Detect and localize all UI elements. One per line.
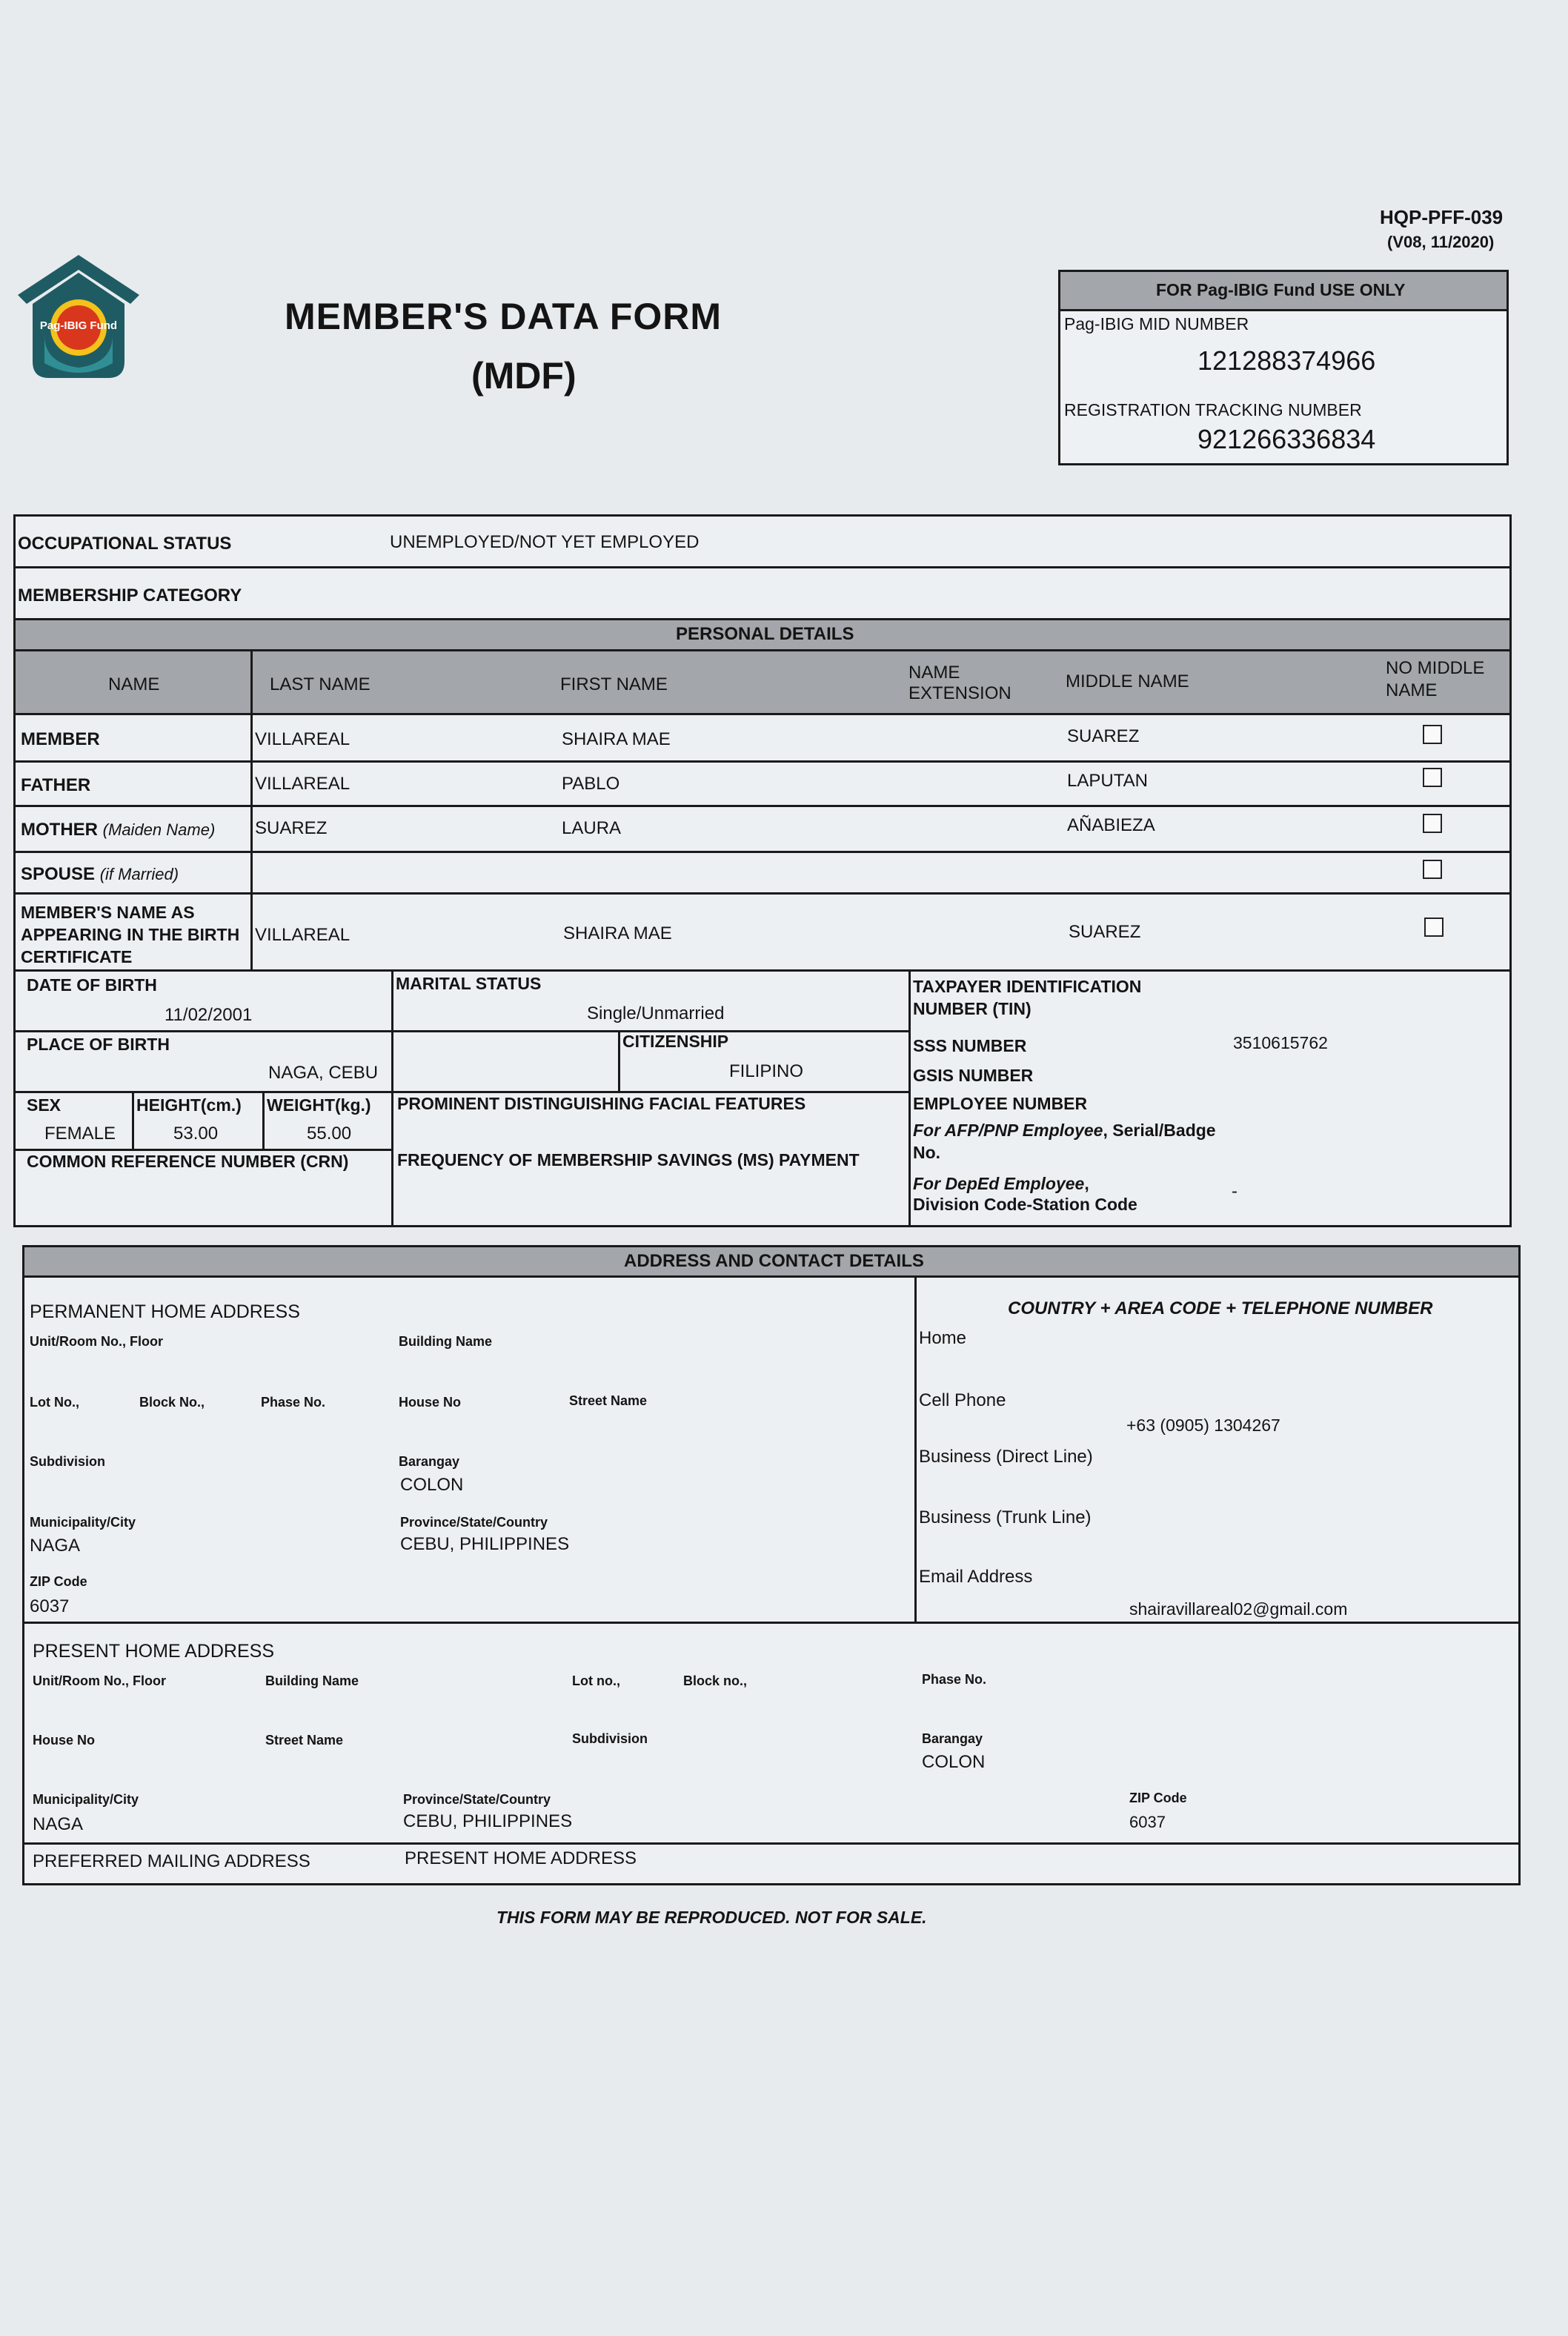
mother-first-name: LAURA — [562, 818, 622, 838]
weight-label: WEIGHT(kg.) — [267, 1095, 371, 1115]
deped-line — [913, 1174, 1089, 1194]
permanent-address-title: PERMANENT HOME ADDRESS — [30, 1301, 300, 1322]
form-code: HQP-PFF-039 — [1380, 206, 1504, 228]
perm-subdivision-label: Subdivision — [30, 1454, 106, 1469]
mother-no-middle-checkbox[interactable] — [1423, 814, 1442, 833]
business-trunk-label: Business (Trunk Line) — [919, 1507, 1092, 1527]
perm-building-label: Building Name — [399, 1334, 493, 1349]
birthcert-middle-name: SUAREZ — [1069, 922, 1141, 942]
tin-label-1: TAXPAYER IDENTIFICATION — [913, 977, 1142, 996]
birthcert-last-name: VILLAREAL — [255, 925, 351, 945]
form-version: (V08, 11/2020) — [1387, 233, 1495, 251]
afp-pnp-suffix: , Serial/Badge — [1103, 1121, 1216, 1140]
tin-label-2: NUMBER (TIN) — [913, 999, 1032, 1018]
pres-house-label: House No — [33, 1733, 96, 1748]
perm-municipality-value: NAGA — [30, 1536, 81, 1556]
marital-status-value: Single/Unmarried — [587, 1003, 725, 1023]
crn-label: COMMON REFERENCE NUMBER (CRN) — [27, 1152, 349, 1171]
facial-features-label: PROMINENT DISTINGUISHING FACIAL FEATURES — [397, 1094, 806, 1113]
sex-value: FEMALE — [44, 1124, 116, 1144]
present-address-title: PRESENT HOME ADDRESS — [33, 1641, 275, 1662]
home-phone-label: Home — [919, 1328, 967, 1348]
rtn-label: REGISTRATION TRACKING NUMBER — [1064, 400, 1362, 419]
pres-phase-label: Phase No. — [922, 1672, 987, 1687]
pres-street-label: Street Name — [265, 1733, 344, 1748]
col-name-extension-2: EXTENSION — [908, 683, 1011, 703]
col-middle-name: MIDDLE NAME — [1066, 671, 1189, 691]
birthcert-no-middle-checkbox[interactable] — [1424, 918, 1444, 937]
pres-municipality-label: Municipality/City — [33, 1792, 139, 1807]
sss-label: SSS NUMBER — [913, 1036, 1027, 1055]
afp-pnp-line — [913, 1121, 1216, 1141]
form-title: MEMBER'S DATA FORM — [285, 296, 722, 337]
col-no-middle-1: NO MIDDLE — [1386, 658, 1485, 678]
perm-phase-label: Phase No. — [261, 1395, 326, 1410]
spouse-label-note: (if Married) — [99, 865, 179, 883]
pagibig-logo — [15, 252, 142, 385]
email-label: Email Address — [919, 1567, 1033, 1587]
birthcert-label-1: MEMBER'S NAME AS — [21, 903, 195, 922]
deped-dash: - — [1232, 1181, 1238, 1201]
employee-number-label: EMPLOYEE NUMBER — [913, 1094, 1088, 1113]
col-first-name: FIRST NAME — [560, 674, 668, 694]
occupational-status-label: OCCUPATIONAL STATUS — [18, 534, 232, 554]
mailing-address-value: PRESENT HOME ADDRESS — [405, 1848, 637, 1868]
pres-block-label: Block no., — [683, 1673, 748, 1688]
member-no-middle-checkbox[interactable] — [1423, 725, 1442, 744]
pres-municipality-value: NAGA — [33, 1814, 84, 1834]
pres-barangay-value: COLON — [922, 1752, 986, 1772]
pres-zip-value: 6037 — [1129, 1813, 1166, 1831]
address-header: ADDRESS AND CONTACT DETAILS — [624, 1251, 924, 1271]
membership-category-label: MEMBERSHIP CATEGORY — [18, 585, 242, 605]
perm-province-label: Province/State/Country — [400, 1515, 548, 1530]
father-middle-name: LAPUTAN — [1067, 771, 1148, 791]
email-value: shairavillareal02@gmail.com — [1129, 1599, 1348, 1619]
dob-label: DATE OF BIRTH — [27, 975, 157, 995]
birthcert-label-3: CERTIFICATE — [21, 947, 133, 966]
perm-block-label: Block No., — [139, 1395, 205, 1410]
perm-house-label: House No — [399, 1395, 462, 1410]
perm-municipality-label: Municipality/City — [30, 1515, 136, 1530]
cell-phone-value: +63 (0905) 1304267 — [1126, 1416, 1280, 1435]
perm-street-label: Street Name — [569, 1393, 648, 1408]
afp-pnp-text: For AFP/PNP Employee — [913, 1121, 1103, 1140]
mother-middle-name: AÑABIEZA — [1067, 815, 1155, 835]
mother-label — [21, 820, 215, 840]
pres-zip-label: ZIP Code — [1129, 1791, 1187, 1805]
mother-label-text: MOTHER — [21, 820, 98, 840]
mother-label-note: (Maiden Name) — [102, 820, 216, 839]
rtn-value: 921266336834 — [1197, 424, 1376, 454]
pob-label: PLACE OF BIRTH — [27, 1035, 170, 1054]
pres-province-value: CEBU, PHILIPPINES — [403, 1811, 573, 1831]
mid-label: Pag-IBIG MID NUMBER — [1064, 314, 1249, 334]
perm-barangay-label: Barangay — [399, 1454, 460, 1469]
member-last-name: VILLAREAL — [255, 729, 351, 749]
perm-province-value: CEBU, PHILIPPINES — [400, 1534, 570, 1554]
father-first-name: PABLO — [562, 774, 620, 794]
birthcert-label-2: APPEARING IN THE BIRTH — [21, 925, 240, 944]
father-label: FATHER — [21, 775, 91, 795]
col-name: NAME — [108, 674, 160, 694]
deped-suffix: , — [1084, 1174, 1089, 1193]
office-use-header: FOR Pag-IBIG Fund USE ONLY — [1156, 280, 1406, 299]
perm-barangay-value: COLON — [400, 1475, 464, 1495]
mid-value: 121288374966 — [1197, 345, 1376, 376]
perm-lot-label: Lot No., — [30, 1395, 79, 1410]
member-first-name: SHAIRA MAE — [562, 729, 671, 749]
gsis-label: GSIS NUMBER — [913, 1066, 1034, 1085]
dob-value: 11/02/2001 — [165, 1005, 253, 1025]
deped-text: For DepEd Employee — [913, 1174, 1085, 1193]
address-contact-table — [22, 1245, 1521, 1885]
marital-status-label: MARITAL STATUS — [396, 974, 542, 993]
birthcert-first-name: SHAIRA MAE — [563, 923, 672, 943]
deped-division-code: Division Code-Station Code — [913, 1195, 1137, 1214]
pres-lot-label: Lot no., — [572, 1673, 620, 1688]
perm-zip-value: 6037 — [30, 1596, 70, 1616]
afp-pnp-no: No. — [913, 1143, 941, 1162]
col-no-middle-2: NAME — [1386, 680, 1438, 700]
height-label: HEIGHT(cm.) — [136, 1095, 242, 1115]
pres-building-label: Building Name — [265, 1673, 359, 1688]
father-no-middle-checkbox[interactable] — [1423, 768, 1442, 787]
logo-text: Pag-IBIG Fund — [39, 319, 118, 332]
member-label: MEMBER — [21, 729, 100, 749]
business-direct-label: Business (Direct Line) — [919, 1447, 1093, 1467]
mother-last-name: SUAREZ — [255, 818, 328, 838]
spouse-label — [21, 864, 179, 885]
logo-house-icon — [15, 252, 142, 385]
citizenship-value: FILIPINO — [729, 1061, 804, 1081]
pob-value: NAGA, CEBU — [268, 1063, 379, 1083]
mailing-address-label: PREFERRED MAILING ADDRESS — [33, 1851, 310, 1871]
ms-frequency-label: FREQUENCY OF MEMBERSHIP SAVINGS (MS) PAYMENT — [397, 1150, 860, 1169]
cell-phone-label: Cell Phone — [919, 1390, 1006, 1410]
col-last-name: LAST NAME — [270, 674, 371, 694]
occupational-status-value: UNEMPLOYED/NOT YET EMPLOYED — [390, 532, 700, 552]
pres-province-label: Province/State/Country — [403, 1792, 551, 1807]
contact-header: COUNTRY + AREA CODE + TELEPHONE NUMBER — [1008, 1298, 1433, 1318]
citizenship-label: CITIZENSHIP — [622, 1032, 729, 1051]
footer-note: THIS FORM MAY BE REPRODUCED. NOT FOR SALE. — [496, 1908, 927, 1927]
col-name-extension-1: NAME — [908, 663, 960, 683]
sss-value: 3510615762 — [1233, 1033, 1328, 1052]
pres-barangay-label: Barangay — [922, 1731, 983, 1746]
pres-subdivision-label: Subdivision — [572, 1731, 648, 1746]
spouse-label-text: SPOUSE — [21, 864, 96, 884]
perm-zip-label: ZIP Code — [30, 1574, 87, 1589]
spouse-no-middle-checkbox[interactable] — [1423, 860, 1442, 879]
father-last-name: VILLAREAL — [255, 774, 351, 794]
weight-value: 55.00 — [307, 1124, 352, 1144]
sex-label: SEX — [27, 1095, 62, 1115]
perm-unit-label: Unit/Room No., Floor — [30, 1334, 163, 1349]
height-value: 53.00 — [173, 1124, 219, 1144]
pres-unit-label: Unit/Room No., Floor — [33, 1673, 166, 1688]
form-title-abbrev: (MDF) — [471, 355, 577, 396]
member-middle-name: SUAREZ — [1067, 726, 1140, 746]
personal-details-header: PERSONAL DETAILS — [676, 624, 854, 644]
